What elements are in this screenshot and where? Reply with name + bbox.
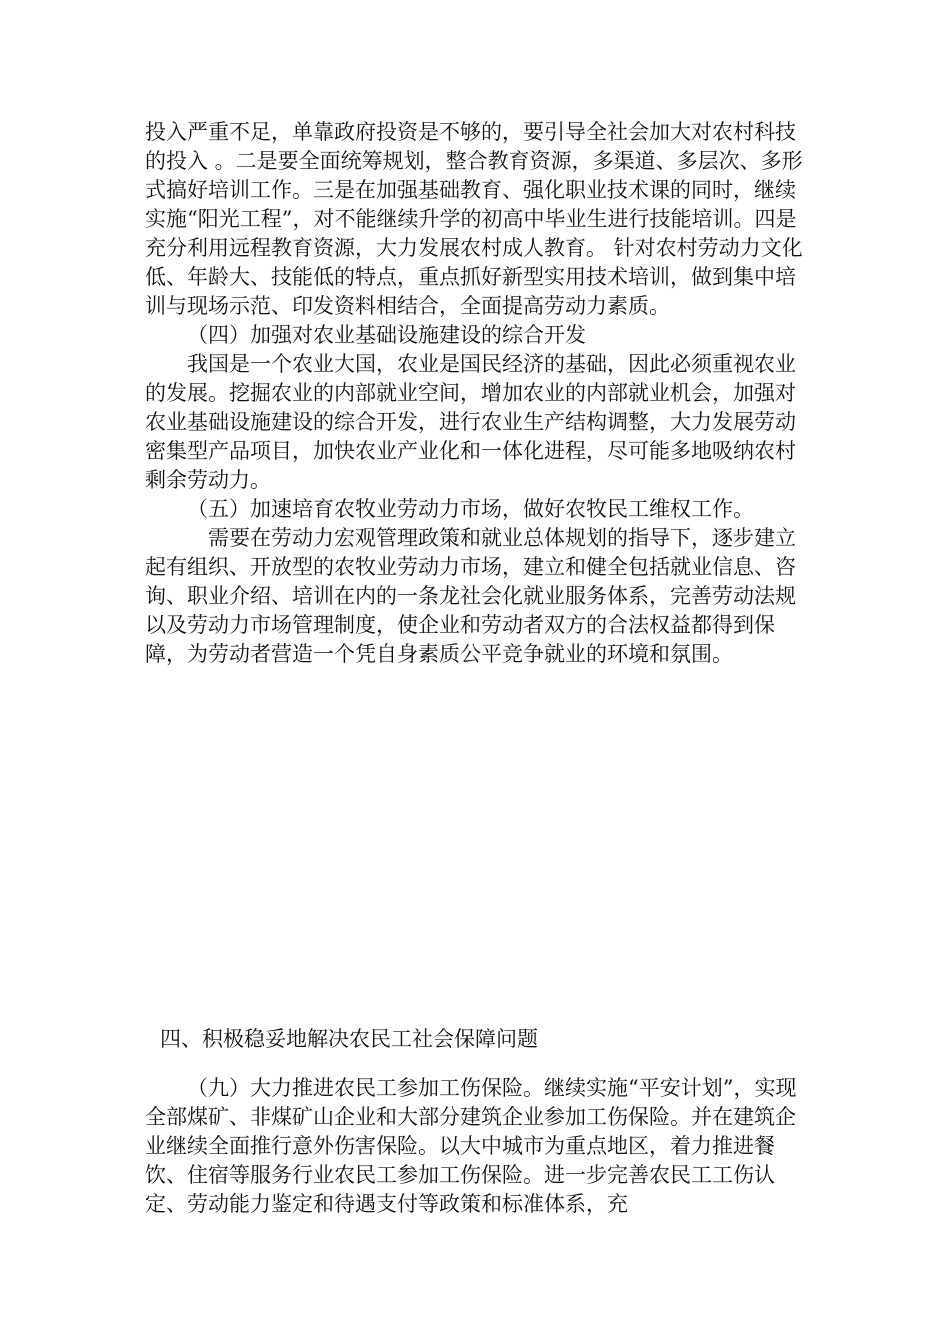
heading-infrastructure: （四）加强对农业基础设施建设的综合开发 [187,323,586,347]
upper-text-block [145,118,810,669]
section-title: 四、积极稳妥地解决农民工社会保障问题 [160,1027,538,1051]
section-heading [160,1025,825,1054]
paragraph-agriculture: 我国是一个农业大国，农业是国民经济的基础，因此必须重视农业的发展。挖掘农业的内部就业空间，增加农业的内部就业机会，加强对农业基础设施建设的综合开发，进行农业生产结构调整，大力发展劳动密集型产品项目，加快农业产业化和一体化进程，尽可能多地吸纳农村剩余劳动力。 [145,352,796,492]
lower-text-block [145,1074,810,1219]
paragraph-training: 投入严重不足，单靠政府投资是不够的，要引导全社会加大对农村科技的投入 。二是要全面统筹规划，整合教育资源，多渠道、多层次、多形式搞好培训工作。三是在加强基础教育、强化职业技术课的同时，继续实施“阳光工程”，对不能继续升学的初高中毕业生进行技能培训。四是充分利用远程教育资源，大力发展农村成人教育。 针对农村劳动力文化低、年龄大、技能低的特点，重点抓好新型实用技术培训，做到集中培训与现场示范、印发资料相结合，全面提高劳动力素质。 [145,120,803,318]
paragraph-labor-market: 需要在劳动力宏观管理政策和就业总体规划的指导下，逐步建立起有组织、开放型的农牧业劳动力市场，建立和健全包括就业信息、咨询、职业介绍、培训在内的一条龙社会化就业服务体系，完善劳动法规以及劳动力市场管理制度，使企业和劳动者双方的合法权益都得到保障，为劳动者营造一个凭自身素质公平竞争就业的环境和氛围。 [145,526,796,666]
paragraph-injury-insurance: （九）大力推进农民工参加工伤保险。继续实施“平安计划”，实现全部煤矿、非煤矿山企业和大部分建筑企业参加工伤保险。并在建筑企业继续全面推行意外伤害保险。以大中城市为重点地区，着力推进餐饮、住宿等服务行业农民工参加工伤保险。进一步完善农民工工伤认定、劳动能力鉴定和待遇支付等政策和标准体系，充 [145,1076,797,1216]
heading-labor-market: （五）加速培育农牧业劳动力市场，做好农牧民工维权工作。 [187,497,754,521]
